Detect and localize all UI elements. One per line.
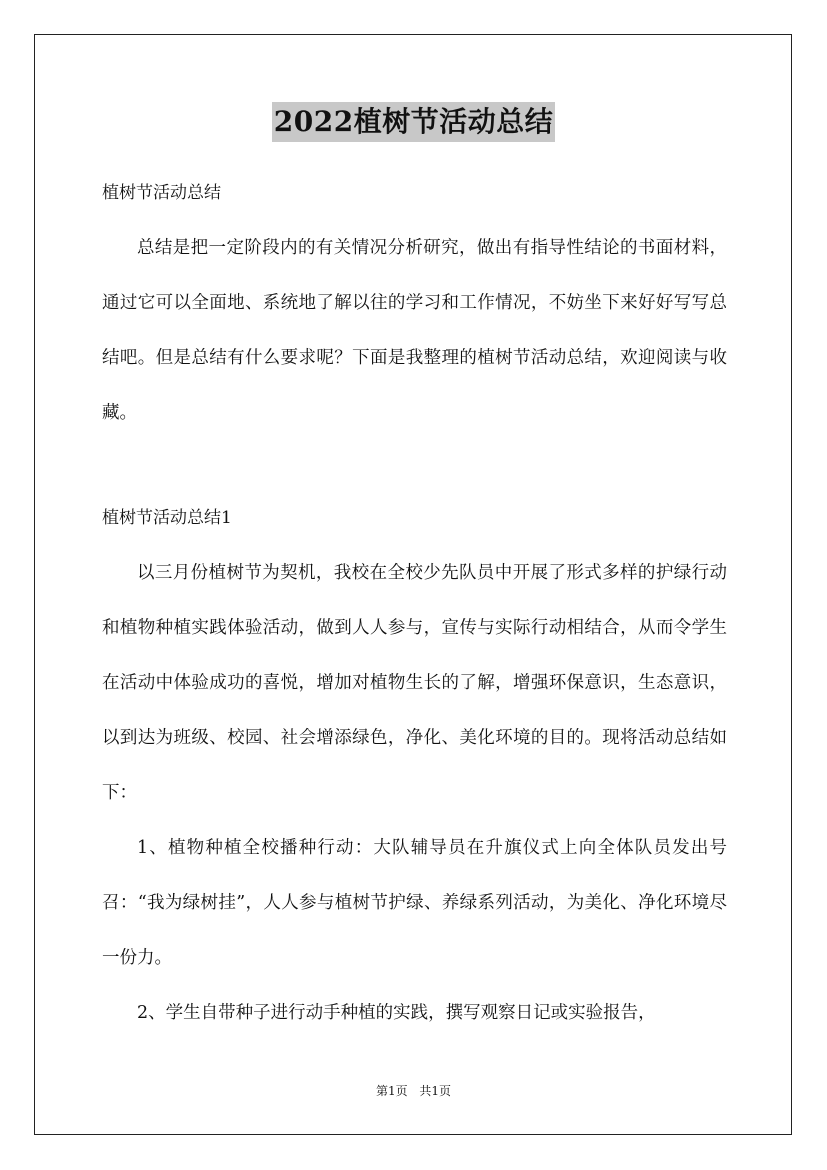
intro-paragraph: 总结是把一定阶段内的有关情况分析研究，做出有指导性结论的书面材料，通过它可以全面地、系统地了解以往的学习和工作情况，不妨坐下来好好写写总结吧。但是总结有什么要求呢？下面是我整理的植树节活动总结，欢迎阅读与收藏。 bbox=[102, 238, 727, 423]
title-container bbox=[0, 102, 827, 142]
section1-paragraph-3: 2、学生自带种子进行动手种植的实践，撰写观察日记或实验报告， bbox=[137, 1003, 656, 1023]
section1-heading: 植树节活动总结1 bbox=[102, 508, 232, 528]
page-footer bbox=[0, 1082, 827, 1099]
page-total: 共1页 bbox=[419, 1084, 452, 1098]
section1-paragraph-2: 1、植物种植全校播种行动：大队辅导员在升旗仪式上向全体队员发出号召：“我为绿树挂”，人人参与植树节护绿、养绿系列活动，为美化、净化环境尽一份力。 bbox=[102, 838, 727, 968]
intro-heading: 植树节活动总结 bbox=[102, 183, 221, 203]
section1-paragraph-1: 以三月份植树节为契机，我校在全校少先队员中开展了形式多样的护绿行动和植物种植实践体验活动，做到人人参与，宣传与实际行动相结合，从而令学生在活动中体验成功的喜悦，增加对植物生长的了解，增强环保意识，生态意识，以到达为班级、校园、社会增添绿色，净化、美化环境的目的。现将活动总结如下： bbox=[102, 563, 727, 803]
page-number: 第1页 bbox=[375, 1084, 408, 1098]
document-title: 2022植树节活动总结 bbox=[272, 102, 555, 142]
